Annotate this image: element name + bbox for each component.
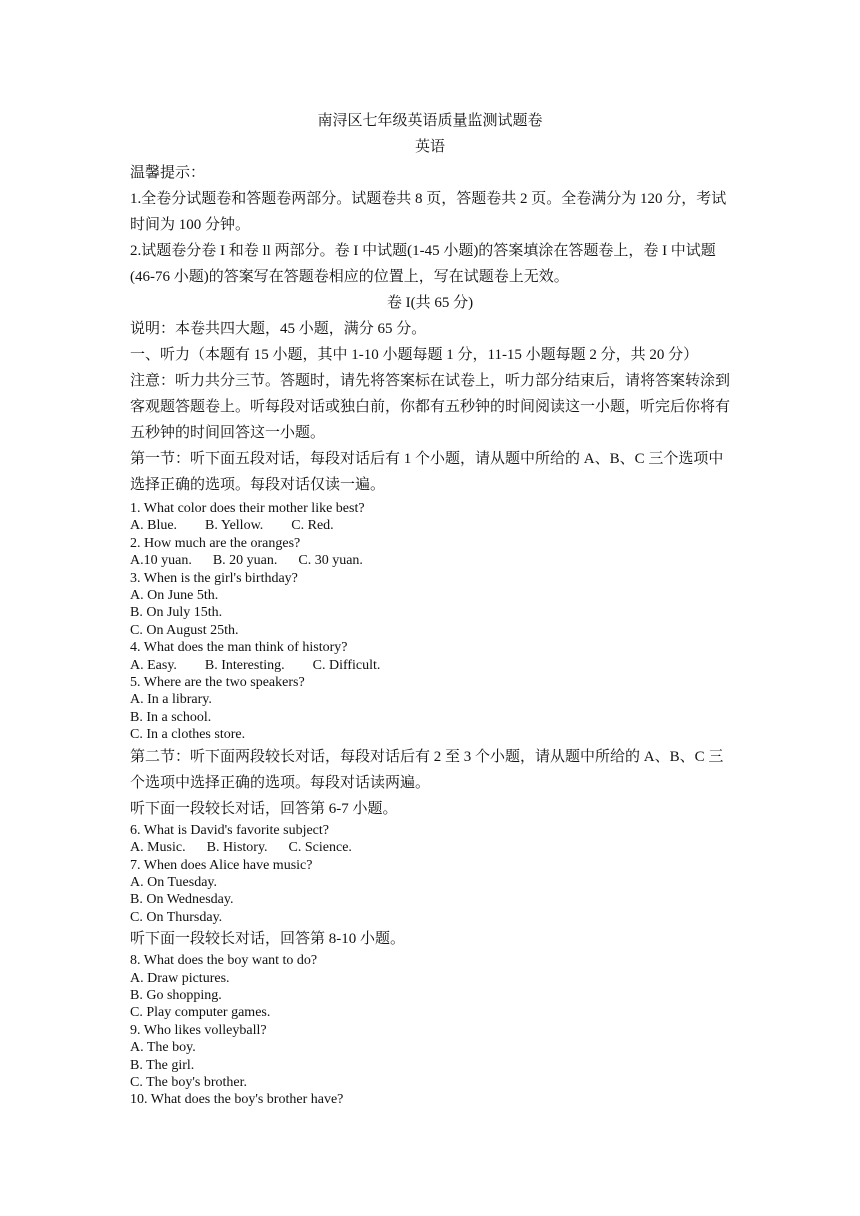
attention-line-3: 五秒钟的时间回答这一小题。 — [130, 425, 326, 441]
question-line: 6. What is David's favorite subject? — [130, 822, 329, 838]
question-line: B. Go shopping. — [130, 987, 222, 1003]
question-line: A. In a library. — [130, 692, 212, 708]
tip-2-line-1: 2.试题卷分卷 I 和卷 ll 两部分。卷 I 中试题(1-45 小题)的答案填涂在答题卷上，卷 I 中试题 — [130, 243, 716, 259]
attention-line-1: 注意：听力共分三节。答题时，请先将答案标在试卷上，听力部分结束后，请将答案转涂到 — [130, 373, 731, 389]
question-line: A. Draw pictures. — [130, 970, 230, 986]
question-line: 5. Where are the two speakers? — [130, 675, 305, 691]
question-line: C. In a clothes store. — [130, 727, 246, 743]
question-line: B. The girl. — [130, 1057, 195, 1073]
question-line: A. Easy. B. Interesting. C. Difficult. — [130, 657, 381, 673]
section-1-line-1: 第一节：听下面五段对话，每段对话后有 1 个小题，请从题中所给的 A、B、C 三个选项中 — [130, 451, 724, 467]
section-2-line-2: 个选项中选择正确的选项。每段对话读两遍。 — [130, 774, 431, 791]
question-line: 8. What does the boy want to do? — [130, 953, 318, 969]
question-line: A.10 yuan. B. 20 yuan. C. 30 yuan. — [130, 553, 363, 569]
question-line: C. Play computer games. — [130, 1005, 271, 1021]
question-line: 1. What color does their mother like best? — [130, 501, 365, 516]
subject-title: 英语 — [414, 139, 445, 155]
questions-1-5 — [130, 500, 730, 744]
volume-note: 说明：本卷共四大题，45 小题，满分 65 分。 — [130, 321, 427, 337]
section-1-line-2: 选择正确的选项。每段对话仅读一遍。 — [130, 477, 386, 493]
exam-page — [130, 108, 730, 1109]
exam-title: 南浔区七年级英语质量监测试题卷 — [317, 113, 543, 129]
question-line: B. On July 15th. — [130, 605, 223, 621]
section-2-line-1: 第二节：听下面两段较长对话，每段对话后有 2 至 3 个小题，请从题中所给的 A、B、C 三 — [130, 748, 724, 765]
question-line: A. Music. B. History. C. Science. — [130, 840, 352, 856]
question-line: 2. How much are the oranges? — [130, 535, 301, 551]
question-line: A. The boy. — [130, 1040, 196, 1056]
question-line: B. In a school. — [130, 709, 212, 725]
tip-1-line-1: 1.全卷分试题卷和答题卷两部分。试题卷共 8 页，答题卷共 2 页。全卷满分为 120 分，考试 — [130, 191, 727, 207]
question-line: C. On Thursday. — [130, 909, 223, 925]
tip-2-line-2: (46-76 小题)的答案写在答题卷相应的位置上，写在试题卷上无效。 — [130, 269, 569, 285]
question-line: 7. When does Alice have music? — [130, 857, 313, 873]
question-line: C. On August 25th. — [130, 622, 239, 638]
question-line: 4. What does the man think of history? — [130, 640, 348, 656]
attention-line-2: 客观题答题卷上。听每段对话或独白前，你都有五秒钟的时间阅读这一小题，听完后你将有 — [130, 399, 731, 415]
question-line: 9. Who likes volleyball? — [130, 1022, 267, 1038]
question-line: 10. What does the boy's brother have? — [130, 1092, 344, 1108]
tip-1-line-2: 时间为 100 分钟。 — [130, 217, 251, 233]
dialog-1-heading: 听下面一段较长对话，回答第 6-7 小题。 — [130, 800, 398, 817]
question-line: A. On Tuesday. — [130, 874, 217, 890]
tips-heading: 温馨提示： — [130, 165, 206, 181]
volume-title: 卷 I(共 65 分) — [386, 295, 474, 311]
questions-8-10 — [130, 952, 730, 1109]
question-line: 3. When is the girl's birthday? — [130, 570, 298, 586]
question-line: A. Blue. B. Yellow. C. Red. — [130, 518, 334, 534]
questions-6-7 — [130, 822, 730, 926]
question-line: A. On June 5th. — [130, 588, 219, 604]
dialog-2-heading: 听下面一段较长对话，回答第 8-10 小题。 — [130, 931, 405, 948]
question-line: B. On Wednesday. — [130, 892, 234, 908]
question-line: C. The boy's brother. — [130, 1074, 247, 1090]
part-1-heading: 一、听力（本题有 15 小题，其中 1-10 小题每题 1 分，11-15 小题每题 2 分，共 20 分） — [130, 347, 699, 363]
